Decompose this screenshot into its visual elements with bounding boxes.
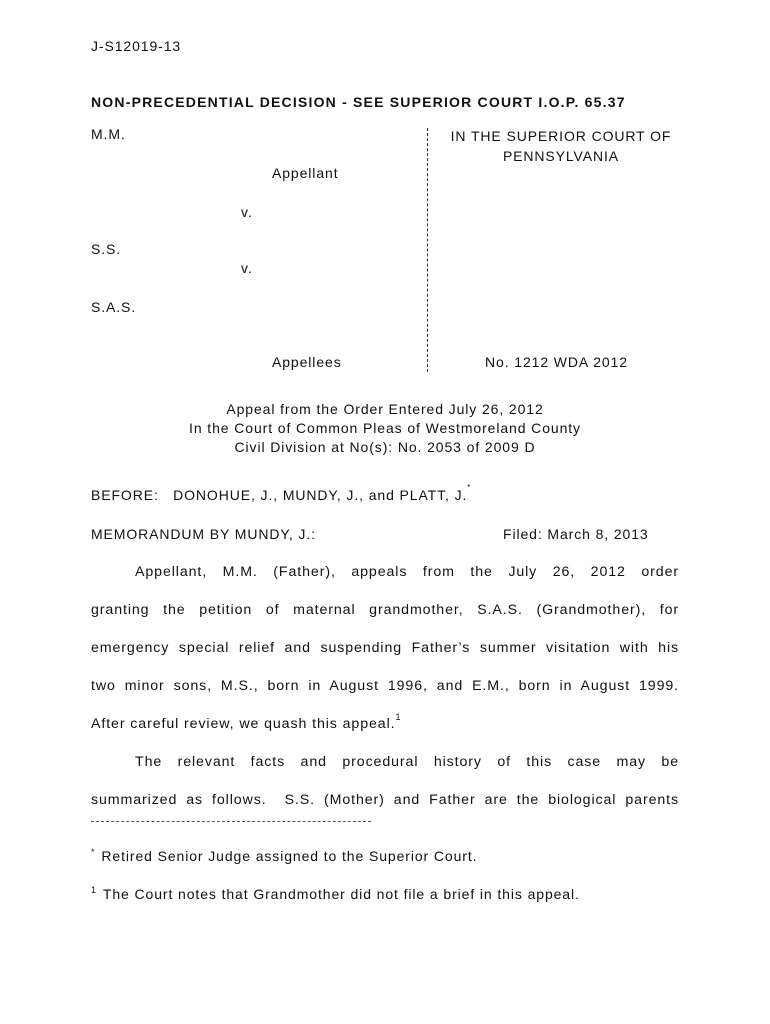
versus-2: v. bbox=[241, 260, 253, 276]
footnote-separator bbox=[91, 821, 371, 822]
party-appellee-2-name: S.A.S. bbox=[91, 299, 137, 315]
footnote-1-mark: 1 bbox=[91, 885, 97, 895]
non-precedential-header: NON-PRECEDENTIAL DECISION - SEE SUPERIOR COURT I.O.P. 65.37 bbox=[91, 94, 626, 110]
body-line: summarized as follows. S.S. (Mother) and Father are the biological parents bbox=[91, 792, 679, 808]
footnote-1-text: The Court notes that Grandmother did not file a brief in this appeal. bbox=[102, 886, 580, 902]
party-appellant-name: M.M. bbox=[91, 126, 126, 142]
body-line bbox=[91, 712, 679, 732]
memorandum-author: MEMORANDUM BY MUNDY, J.: bbox=[91, 526, 316, 542]
body-line: granting the petition of maternal grandmother, S.A.S. (Grandmother), for bbox=[91, 602, 679, 618]
appeal-from-block bbox=[0, 400, 770, 457]
court-name bbox=[436, 126, 686, 166]
panel-text: BEFORE: DONOHUE, J., MUNDY, J., and PLATT, J. bbox=[91, 487, 468, 503]
appeal-from-line-2: In the Court of Common Pleas of Westmoreland County bbox=[189, 420, 581, 436]
panel-footnote-mark: * bbox=[467, 483, 472, 492]
court-name-line-1: IN THE SUPERIOR COURT OF bbox=[450, 128, 672, 144]
body-line: emergency special relief and suspending Father’s summer visitation with his bbox=[91, 640, 679, 656]
panel-line bbox=[91, 483, 472, 503]
appeal-from-line-3: Civil Division at No(s): No. 2053 of 2009 D bbox=[234, 439, 536, 455]
footnote-star-text: Retired Senior Judge assigned to the Superior Court. bbox=[101, 848, 478, 864]
case-number: No. 1212 WDA 2012 bbox=[485, 354, 628, 370]
docket-number: J-S12019-13 bbox=[91, 38, 182, 54]
footnote-1 bbox=[91, 886, 580, 902]
party-appellee-1-name: S.S. bbox=[91, 241, 122, 257]
footnote-1-ref: 1 bbox=[395, 712, 402, 722]
appeal-from-line-1: Appeal from the Order Entered July 26, 2012 bbox=[226, 401, 544, 417]
footnote-star bbox=[91, 848, 477, 864]
filed-date: Filed: March 8, 2013 bbox=[503, 526, 649, 542]
body-line: two minor sons, M.S., born in August 1996, and E.M., born in August 1999. bbox=[91, 678, 679, 694]
body-line: Appellant, M.M. (Father), appeals from the July 26, 2012 order bbox=[135, 564, 679, 580]
footnote-star-mark: * bbox=[91, 847, 96, 857]
body-text: After careful review, we quash this appeal. bbox=[91, 716, 396, 732]
court-name-line-2: PENNSYLVANIA bbox=[502, 148, 620, 164]
appellees-role: Appellees bbox=[272, 354, 342, 370]
caption-divider bbox=[427, 128, 428, 372]
appellant-role: Appellant bbox=[272, 165, 339, 181]
versus-1: v. bbox=[241, 204, 253, 220]
body-line: The relevant facts and procedural history of this case may be bbox=[135, 754, 679, 770]
